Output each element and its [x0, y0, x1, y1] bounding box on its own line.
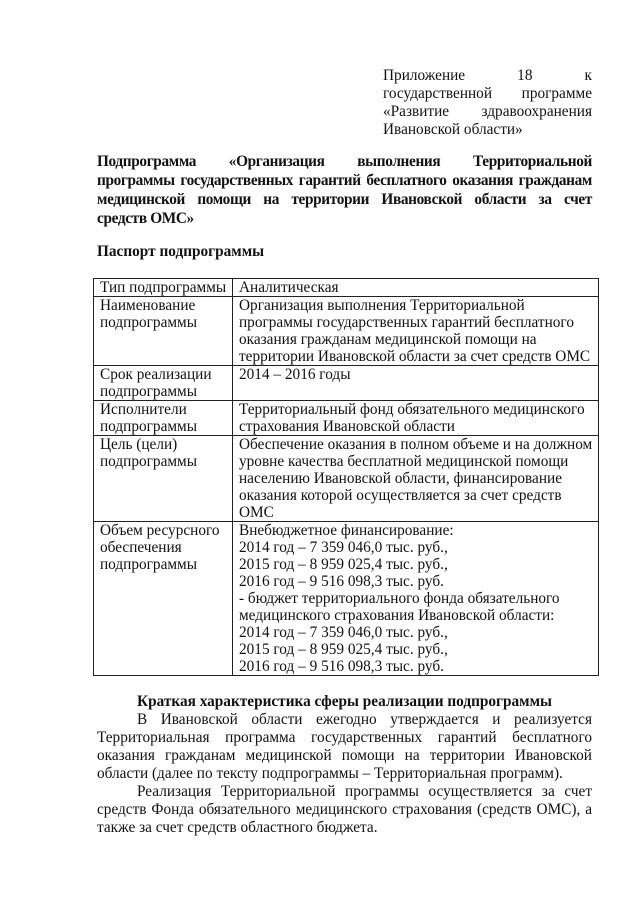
appendix-line: государственной программе [383, 85, 592, 102]
cell-line: Аналитическая [239, 279, 339, 296]
cell-line: Территориальный фонд обязательного медицинского [239, 401, 585, 418]
cell-line: уровне качества бесплатной медицинской помощи [239, 453, 569, 470]
cell-line: 2014 – 2016 годы [239, 366, 351, 383]
cell-line: подпрограммы [100, 314, 198, 331]
row-label-cell [94, 401, 233, 436]
appendix-line: «Развитие здравоохранения [383, 103, 592, 120]
row-label-cell [94, 436, 233, 522]
cell-line: обеспечения [100, 539, 182, 556]
cell-line: 2014 год – 7 359 046,0 тыс. руб., [239, 539, 448, 556]
cell-line: Исполнители [100, 401, 187, 418]
section-heading: Краткая характеристика сферы реализации подпрограммы [137, 693, 552, 710]
table-row [94, 366, 599, 401]
row-value-cell [233, 522, 599, 676]
cell-line: подпрограммы [100, 453, 198, 470]
body-line: В Ивановской области ежегодно утверждается и реализуется [137, 711, 592, 728]
row-label-cell [94, 297, 233, 366]
cell-line: территории Ивановской области за счет средств ОМС [239, 348, 591, 365]
cell-line: Наименование [100, 297, 196, 314]
title-line: Подпрограмма «Организация выполнения Территориальной [97, 153, 592, 170]
cell-line: Внебюджетное финансирование: [239, 522, 454, 539]
cell-line: 2016 год – 9 516 098,3 тыс. руб. [239, 658, 444, 675]
table-row [94, 436, 599, 522]
row-label-cell [94, 522, 233, 676]
cell-line: Срок реализации [100, 366, 212, 383]
cell-line: страхования Ивановской области [239, 418, 455, 435]
cell-line: 2015 год – 8 959 025,4 тыс. руб., [239, 641, 448, 658]
appendix-line: Приложение 18 к [383, 67, 592, 84]
row-label-cell [94, 366, 233, 401]
row-value-cell [233, 401, 599, 436]
cell-line: оказания гражданам медицинской помощи на [239, 331, 537, 348]
body-line: также за счет средств областного бюджета. [97, 819, 378, 836]
cell-line: 2015 год – 8 959 025,4 тыс. руб., [239, 556, 448, 573]
appendix-line: Ивановской области» [383, 121, 523, 138]
cell-line: Организация выполнения Территориальной [239, 297, 525, 314]
cell-line: 2014 год – 7 359 046,0 тыс. руб., [239, 624, 448, 641]
title-line: средств ОМС» [97, 210, 194, 227]
cell-line: населению Ивановской области, финансирование [239, 470, 563, 487]
cell-line: медицинского страхования Ивановской области: [239, 607, 555, 624]
cell-line: Цель (цели) [100, 436, 178, 453]
title-line: медицинской помощи на территории Ивановской области за счет [97, 191, 592, 208]
row-value-cell [233, 297, 599, 366]
table-row [94, 522, 599, 676]
cell-line: Обеспечение оказания в полном объеме и на должном [239, 436, 593, 453]
row-label-cell [94, 279, 233, 297]
body-line: оказания гражданам медицинской помощи на территории Ивановской [97, 747, 592, 764]
row-value-cell [233, 279, 599, 297]
body-line: Территориальная программа государственных гарантий бесплатного [97, 729, 592, 746]
title-line: программы государственных гарантий бесплатного оказания гражданам [97, 172, 592, 189]
table-row [94, 401, 599, 436]
cell-line: оказания которой осуществляется за счет средств [239, 487, 562, 504]
passport-table [93, 278, 599, 676]
table-row [94, 279, 599, 297]
cell-line: программы государственных гарантий бесплатного [239, 314, 574, 331]
cell-line: - бюджет территориального фонда обязательного [239, 590, 560, 607]
cell-line: Объем ресурсного [100, 522, 220, 539]
cell-line: ОМС [239, 504, 274, 521]
row-value-cell [233, 436, 599, 522]
body-line: области (далее по тексту подпрограммы – Территориальная программ). [97, 765, 563, 782]
body-line: средств Фонда обязательного медицинского страхования (средств ОМС), а [97, 801, 592, 818]
table-row [94, 297, 599, 366]
cell-line: подпрограммы [100, 556, 198, 573]
cell-line: подпрограммы [100, 418, 198, 435]
row-value-cell [233, 366, 599, 401]
cell-line: подпрограммы [100, 383, 198, 400]
body-line: Реализация Территориальной программы осуществляется за счет [137, 783, 592, 800]
passport-heading: Паспорт подпрограммы [97, 243, 265, 260]
cell-line: Тип подпрограммы [100, 279, 227, 296]
cell-line: 2016 год – 9 516 098,3 тыс. руб. [239, 573, 444, 590]
